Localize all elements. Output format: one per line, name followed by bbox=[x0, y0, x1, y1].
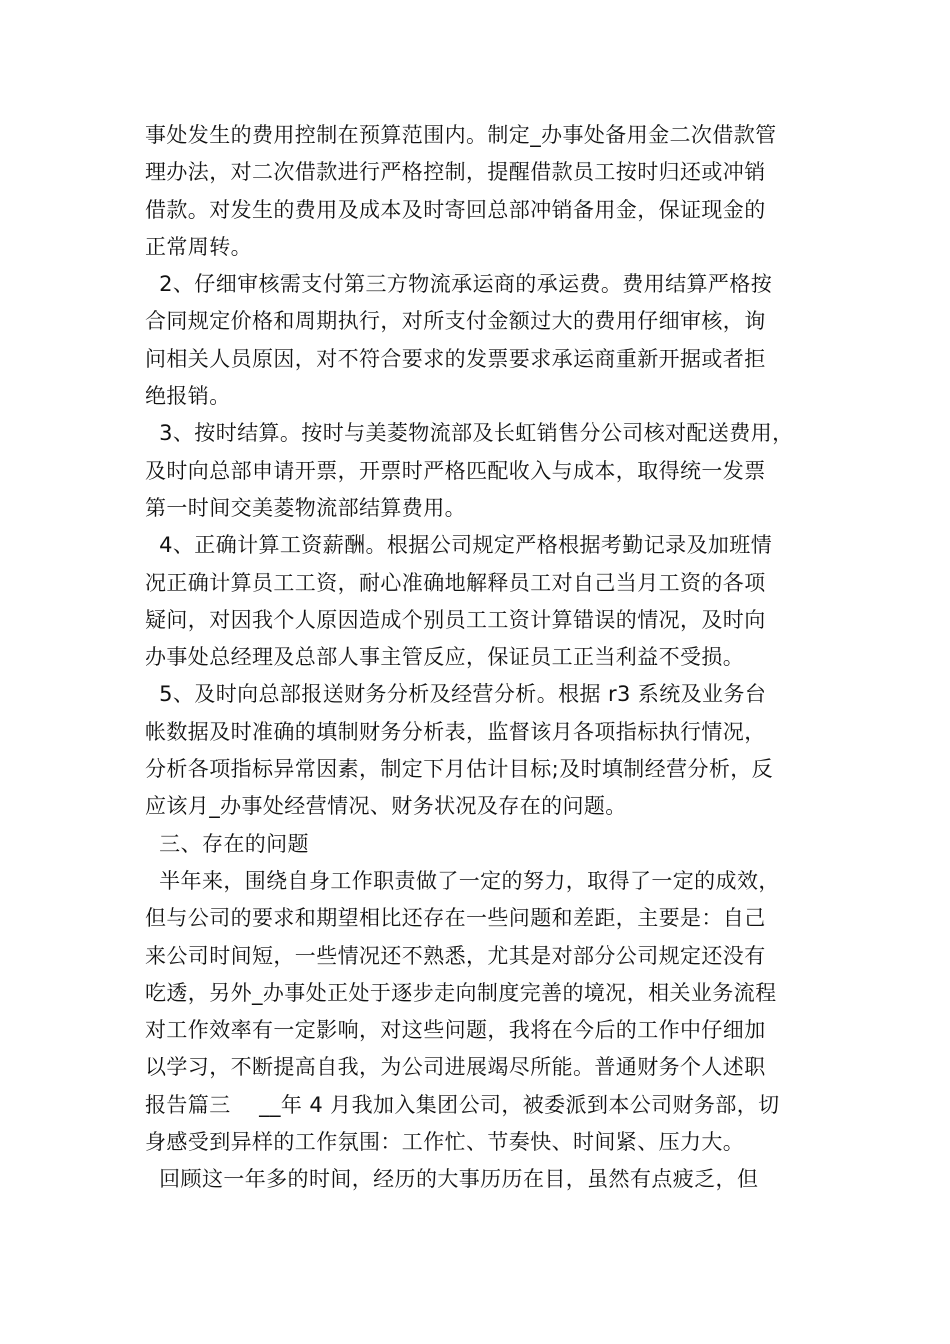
text-line: 2、仔细审核需支付第三方物流承运商的承运费。费用结算严格按 bbox=[145, 272, 773, 297]
text-line: 报告篇三 __年 4 月我加入集团公司，被委派到本公司财务部，切 bbox=[145, 1092, 780, 1117]
text-line: 事处发生的费用控制在预算范围内。制定_办事处备用金二次借款管 bbox=[145, 123, 777, 147]
document-body bbox=[145, 117, 825, 1199]
text-line: 疑问，对因我个人原因造成个别员工工资计算错误的情况，及时向 bbox=[145, 607, 766, 632]
text-line: 但与公司的要求和期望相比还存在一些问题和差距，主要是：自己 bbox=[145, 906, 766, 931]
text-line: 第一时间交美菱物流部结算费用。 bbox=[145, 495, 466, 520]
text-line: 身感受到异样的工作氛围：工作忙、节奏快、时间紧、压力大。 bbox=[145, 1130, 745, 1155]
text-line: 问相关人员原因，对不符合要求的发票要求承运商重新开据或者拒 bbox=[145, 346, 766, 371]
text-line: 分析各项指标异常因素，制定下月估计目标;及时填制经营分析，反 bbox=[145, 757, 774, 782]
text-line: 吃透，另外_办事处正处于逐步走向制度完善的境况，相关业务流程 bbox=[145, 980, 777, 1005]
text-line: 合同规定价格和周期执行，对所支付金额过大的费用仔细审核，询 bbox=[145, 309, 766, 334]
text-line: 绝报销。 bbox=[145, 384, 231, 409]
text-line: 帐数据及时准确的填制财务分析表，监督该月各项指标执行情况， bbox=[145, 719, 766, 744]
section-heading: 三、存在的问题 bbox=[145, 831, 309, 856]
text-line: 理办法，对二次借款进行严格控制，提醒借款员工按时归还或冲销 bbox=[145, 160, 766, 185]
text-line: 3、按时结算。按时与美菱物流部及长虹销售分公司核对配送费用， bbox=[145, 421, 794, 446]
text-line: 以学习，不断提高自我，为公司进展竭尽所能。普通财务个人述职 bbox=[145, 1055, 766, 1080]
text-line: 来公司时间短，一些情况还不熟悉，尤其是对部分公司规定还没有 bbox=[145, 943, 766, 968]
text-line: 借款。对发生的费用及成本及时寄回总部冲销备用金，保证现金的 bbox=[145, 197, 766, 222]
text-line: 办事处总经理及总部人事主管反应，保证员工正当利益不受损。 bbox=[145, 645, 745, 670]
text-line: 及时向总部申请开票，开票时严格匹配收入与成本，取得统一发票 bbox=[145, 458, 766, 483]
text-line: 对工作效率有一定影响，对这些问题，我将在今后的工作中仔细加 bbox=[145, 1018, 766, 1043]
text-line: 半年来，围绕自身工作职责做了一定的努力，取得了一定的成效， bbox=[145, 868, 780, 893]
text-line: 回顾这一年多的时间，经历的大事历历在目，虽然有点疲乏，但 bbox=[145, 1167, 759, 1192]
text-line: 应该月_办事处经营情况、财务状况及存在的问题。 bbox=[145, 794, 627, 819]
text-line: 况正确计算员工工资，耐心准确地解释员工对自己当月工资的各项 bbox=[145, 570, 766, 595]
text-line: 正常周转。 bbox=[145, 234, 252, 259]
text-line: 5、及时向总部报送财务分析及经营分析。根据 r3 系统及业务台 bbox=[145, 682, 767, 707]
text-line: 4、正确计算工资薪酬。根据公司规定严格根据考勤记录及加班情 bbox=[145, 533, 773, 558]
